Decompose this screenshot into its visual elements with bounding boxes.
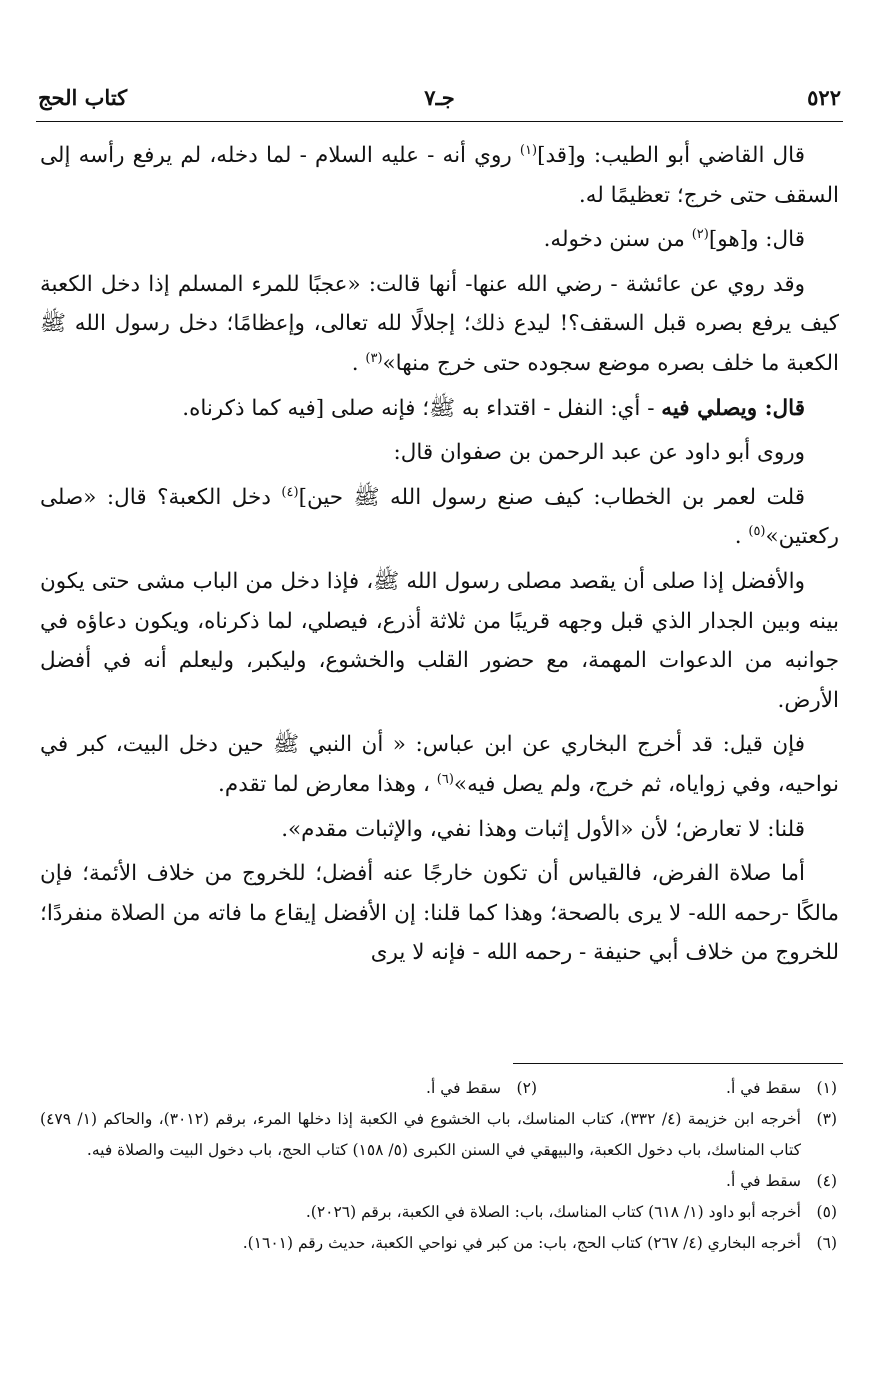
- paragraph-9: [40, 810, 839, 850]
- p6-text-c: .: [734, 524, 749, 550]
- p7-text: والأفضل إذا صلى أن يقصد مصلى رسول الله ﷺ، فإذا دخل من الباب مشى حتى يكون بينه وبين الجدار الذي قبل وجهه قريبًا من ثلاثة أذرع، فيصلي، لما ذكرناه، ويكون دعاؤه في جوانبه من الدعوات المهمة، مع حضور القلب والخشوع، وليكبر، وليعلم أنه في أفضل الأرض.: [40, 568, 839, 713]
- p3-text-a: وقد روي عن عائشة - رضي الله عنها- أنها قالت: «عجبًا للمرء المسلم إذا دخل الكعبة كيف يرفع بصره قبل السقف؟! ليدع ذلك؛ إجلالًا لله تعالى، وإعظامًا؛ دخل رسول الله ﷺ الكعبة ما خلف بصره موضع سجوده حتى خرج منها»: [40, 271, 839, 376]
- paragraph-2: [40, 220, 839, 260]
- footnote-ref-4[interactable]: (٤): [281, 484, 299, 500]
- footnote-1: [537, 1073, 837, 1104]
- p2-text-b: من سنن دخوله.: [543, 227, 692, 253]
- footnote-text: أخرجه أبو داود (١/ ٦١٨) كتاب المناسك، باب: الصلاة في الكعبة، برقم (٢٠٢٦).: [305, 1203, 801, 1221]
- footnote-6: [40, 1228, 837, 1259]
- p4-lead: قال: ويصلي فيه: [661, 395, 805, 421]
- paragraph-7: [40, 562, 839, 720]
- footnote-number: (٢): [516, 1079, 537, 1097]
- footnote-number: (٤): [816, 1172, 837, 1190]
- p1-text-a: قال القاضي أبو الطيب: و[قد]: [537, 143, 806, 168]
- footnote-4: [40, 1166, 837, 1197]
- p2-text-a: قال: و[هو]: [708, 227, 805, 253]
- footnote-divider: [513, 1063, 843, 1064]
- footnote-number: (٦): [816, 1234, 837, 1252]
- page-number: ٥٢٢: [807, 84, 841, 110]
- footnotes: [40, 1073, 837, 1259]
- footnote-number: (٥): [816, 1203, 837, 1221]
- footnote-text: سقط في أ.: [726, 1079, 801, 1097]
- footnote-ref-2[interactable]: (٢): [691, 227, 709, 243]
- footnote-pair-1-2: [40, 1073, 837, 1104]
- footnote-text: أخرجه ابن خزيمة (٤/ ٣٣٢)، كتاب المناسك، باب الخشوع في الكعبة إذا دخلها المرء، برقم (٣٠١٢)، والحاكم (١/ ٤٧٩) كتاب المناسك، باب دخول الكعبة، والبيهقي في السنن الكبرى (٥/ ١٥٨) كتاب الحج، باب دخول البيت والصلاة فيه.: [40, 1110, 801, 1159]
- p4-text: - أي: النفل - اقتداء به ﷺ؛ فإنه صلى [فيه كما ذكرناه.: [182, 395, 662, 421]
- volume-label: جـ٧: [424, 84, 455, 110]
- paragraph-10: [40, 854, 839, 973]
- p6-text-b: دخل الكعبة؟ قال: «صلى ركعتين»: [40, 484, 839, 550]
- footnote-text: سقط في أ.: [426, 1079, 501, 1097]
- footnote-number: (١): [816, 1079, 837, 1097]
- book-title: كتاب الحج: [38, 84, 128, 110]
- paragraph-8: [40, 725, 839, 804]
- p8-text-a: فإن قيل: قد أخرج البخاري عن ابن عباس: « أن النبي ﷺ حين دخل البيت، كبر في نواحيه، وفي زواياه، ثم خرج، ولم يصل فيه»: [40, 732, 839, 797]
- header-divider: [36, 121, 843, 122]
- footnote-ref-5[interactable]: (٥): [748, 524, 766, 540]
- running-header: [38, 80, 841, 114]
- paragraph-5: [40, 433, 839, 473]
- p9-text: قلنا: لا تعارض؛ لأن «الأول إثبات وهذا نفي، والإثبات مقدم».: [281, 816, 805, 842]
- p3-text-b: .: [351, 350, 366, 376]
- footnote-text: سقط في أ.: [726, 1172, 801, 1190]
- footnote-3: [40, 1104, 837, 1166]
- footnote-text: أخرجه البخاري (٤/ ٢٦٧) كتاب الحج، باب: من كبر في نواحي الكعبة، حديث رقم (١٦٠١).: [242, 1234, 801, 1252]
- p8-text-b: ، وهذا معارض لما تقدم.: [218, 771, 437, 797]
- p10-text: أما صلاة الفرض، فالقياس أن تكون خارجًا عنه أفضل؛ للخروج من خلاف الأئمة؛ فإن مالكًا -رحمه الله- لا يرى بالصحة؛ وهذا كما قلنا: إن الأفضل إيقاع ما فاته من الصلاة منفردًا؛ للخروج من خلاف أبي حنيفة - رحمه الله - فإنه لا يرى: [40, 861, 839, 966]
- paragraph-1: [40, 136, 839, 215]
- p6-text-a: قلت لعمر بن الخطاب: كيف صنع رسول الله ﷺ حين]: [298, 484, 806, 510]
- footnote-ref-1[interactable]: (١): [519, 142, 538, 158]
- footnote-2: [237, 1073, 537, 1104]
- p5-text: وروى أبو داود عن عبد الرحمن بن صفوان قال:: [393, 440, 805, 466]
- paragraph-6: [40, 478, 839, 557]
- footnote-ref-6[interactable]: (٦): [436, 771, 454, 787]
- footnote-ref-3[interactable]: (٣): [365, 350, 383, 366]
- footnote-5: [40, 1197, 837, 1228]
- paragraph-4: [40, 389, 839, 429]
- paragraph-3: [40, 265, 839, 384]
- footnote-number: (٣): [816, 1110, 837, 1128]
- p1-text-b: روي أنه - عليه السلام - لما دخله، لم يرفع رأسه إلى السقف حتى خرج؛ تعظيمًا له.: [40, 143, 839, 208]
- main-text: [40, 136, 839, 978]
